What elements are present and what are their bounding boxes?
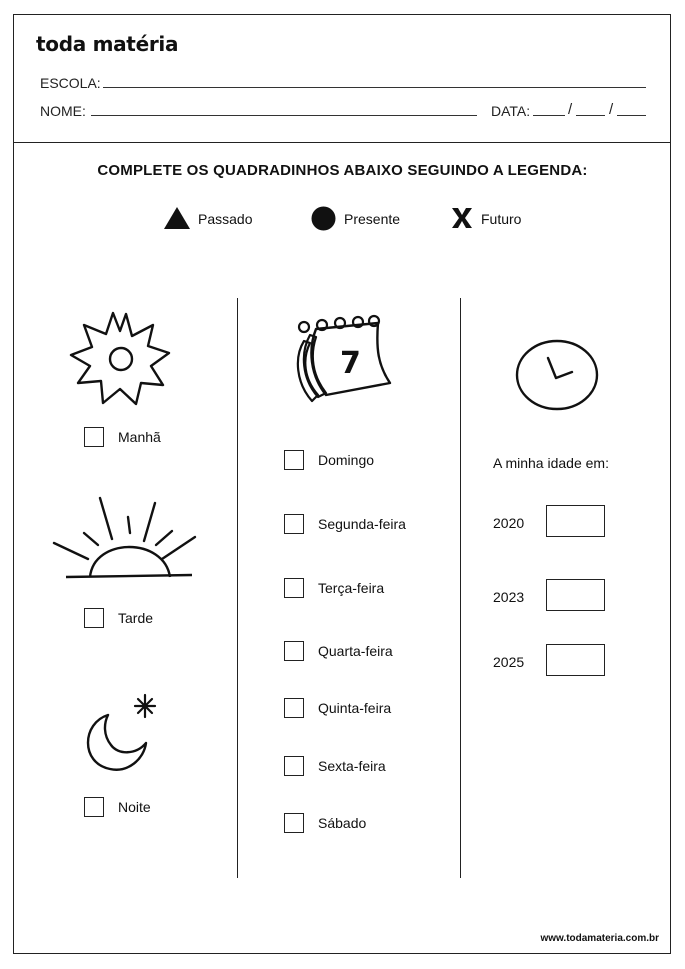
checkbox-morning[interactable]: [84, 427, 104, 447]
label-terca: Terça-feira: [318, 580, 385, 596]
label-segunda: Segunda-feira: [318, 516, 406, 532]
checkbox-terca[interactable]: [284, 578, 304, 598]
instructions-title: COMPLETE OS QUADRADINHOS ABAIXO SEGUINDO A LEGENDA:: [97, 162, 588, 179]
checkbox-domingo[interactable]: [284, 450, 304, 470]
label-morning: Manhã: [118, 429, 161, 445]
year-label-2025: 2025: [493, 654, 525, 670]
legend-present: Presente: [344, 211, 401, 227]
name-label: NOME:: [40, 103, 86, 119]
label-night: Noite: [118, 799, 151, 815]
label-quinta: Quinta-feira: [318, 700, 392, 716]
calendar-number: 7: [340, 346, 361, 381]
age-box-2020[interactable]: [546, 505, 605, 537]
date-year-field[interactable]: [617, 115, 646, 116]
column-divider: [237, 298, 238, 878]
sun-icon: [68, 311, 172, 407]
name-field[interactable]: [91, 115, 477, 116]
clock-icon: [514, 338, 600, 412]
year-label-2023: 2023: [493, 589, 525, 605]
header-separator: [13, 142, 671, 143]
legend-future: Futuro: [481, 211, 522, 227]
worksheet-frame: [13, 14, 671, 954]
moon-icon: [78, 693, 158, 775]
checkbox-night[interactable]: [84, 797, 104, 817]
checkbox-afternoon[interactable]: [84, 608, 104, 628]
logo: toda matéria: [36, 32, 179, 56]
school-label: ESCOLA:: [40, 75, 101, 91]
label-sabado: Sábado: [318, 815, 367, 831]
checkbox-segunda[interactable]: [284, 514, 304, 534]
age-box-2023[interactable]: [546, 579, 605, 611]
date-separator: /: [609, 101, 614, 118]
year-label-2020: 2020: [493, 515, 525, 531]
legend-past: Passado: [198, 211, 253, 227]
x-icon: [450, 207, 474, 229]
sunset-icon: [52, 497, 197, 582]
date-day-field[interactable]: [533, 115, 565, 116]
column-divider: [460, 298, 461, 878]
triangle-icon: [163, 206, 191, 230]
date-month-field[interactable]: [576, 115, 605, 116]
footer-url[interactable]: www.todamateria.com.br: [540, 933, 659, 944]
calendar-icon: [290, 313, 400, 405]
date-label: DATA:: [491, 103, 531, 119]
checkbox-sabado[interactable]: [284, 813, 304, 833]
checkbox-quinta[interactable]: [284, 698, 304, 718]
label-afternoon: Tarde: [118, 610, 154, 626]
circle-icon: [311, 206, 336, 231]
school-field[interactable]: [103, 87, 646, 88]
age-heading: A minha idade em:: [493, 455, 609, 471]
label-sexta: Sexta-feira: [318, 758, 386, 774]
age-box-2025[interactable]: [546, 644, 605, 676]
checkbox-sexta[interactable]: [284, 756, 304, 776]
label-domingo: Domingo: [318, 452, 375, 468]
label-quarta: Quarta-feira: [318, 643, 393, 659]
checkbox-quarta[interactable]: [284, 641, 304, 661]
date-separator: /: [568, 101, 573, 118]
